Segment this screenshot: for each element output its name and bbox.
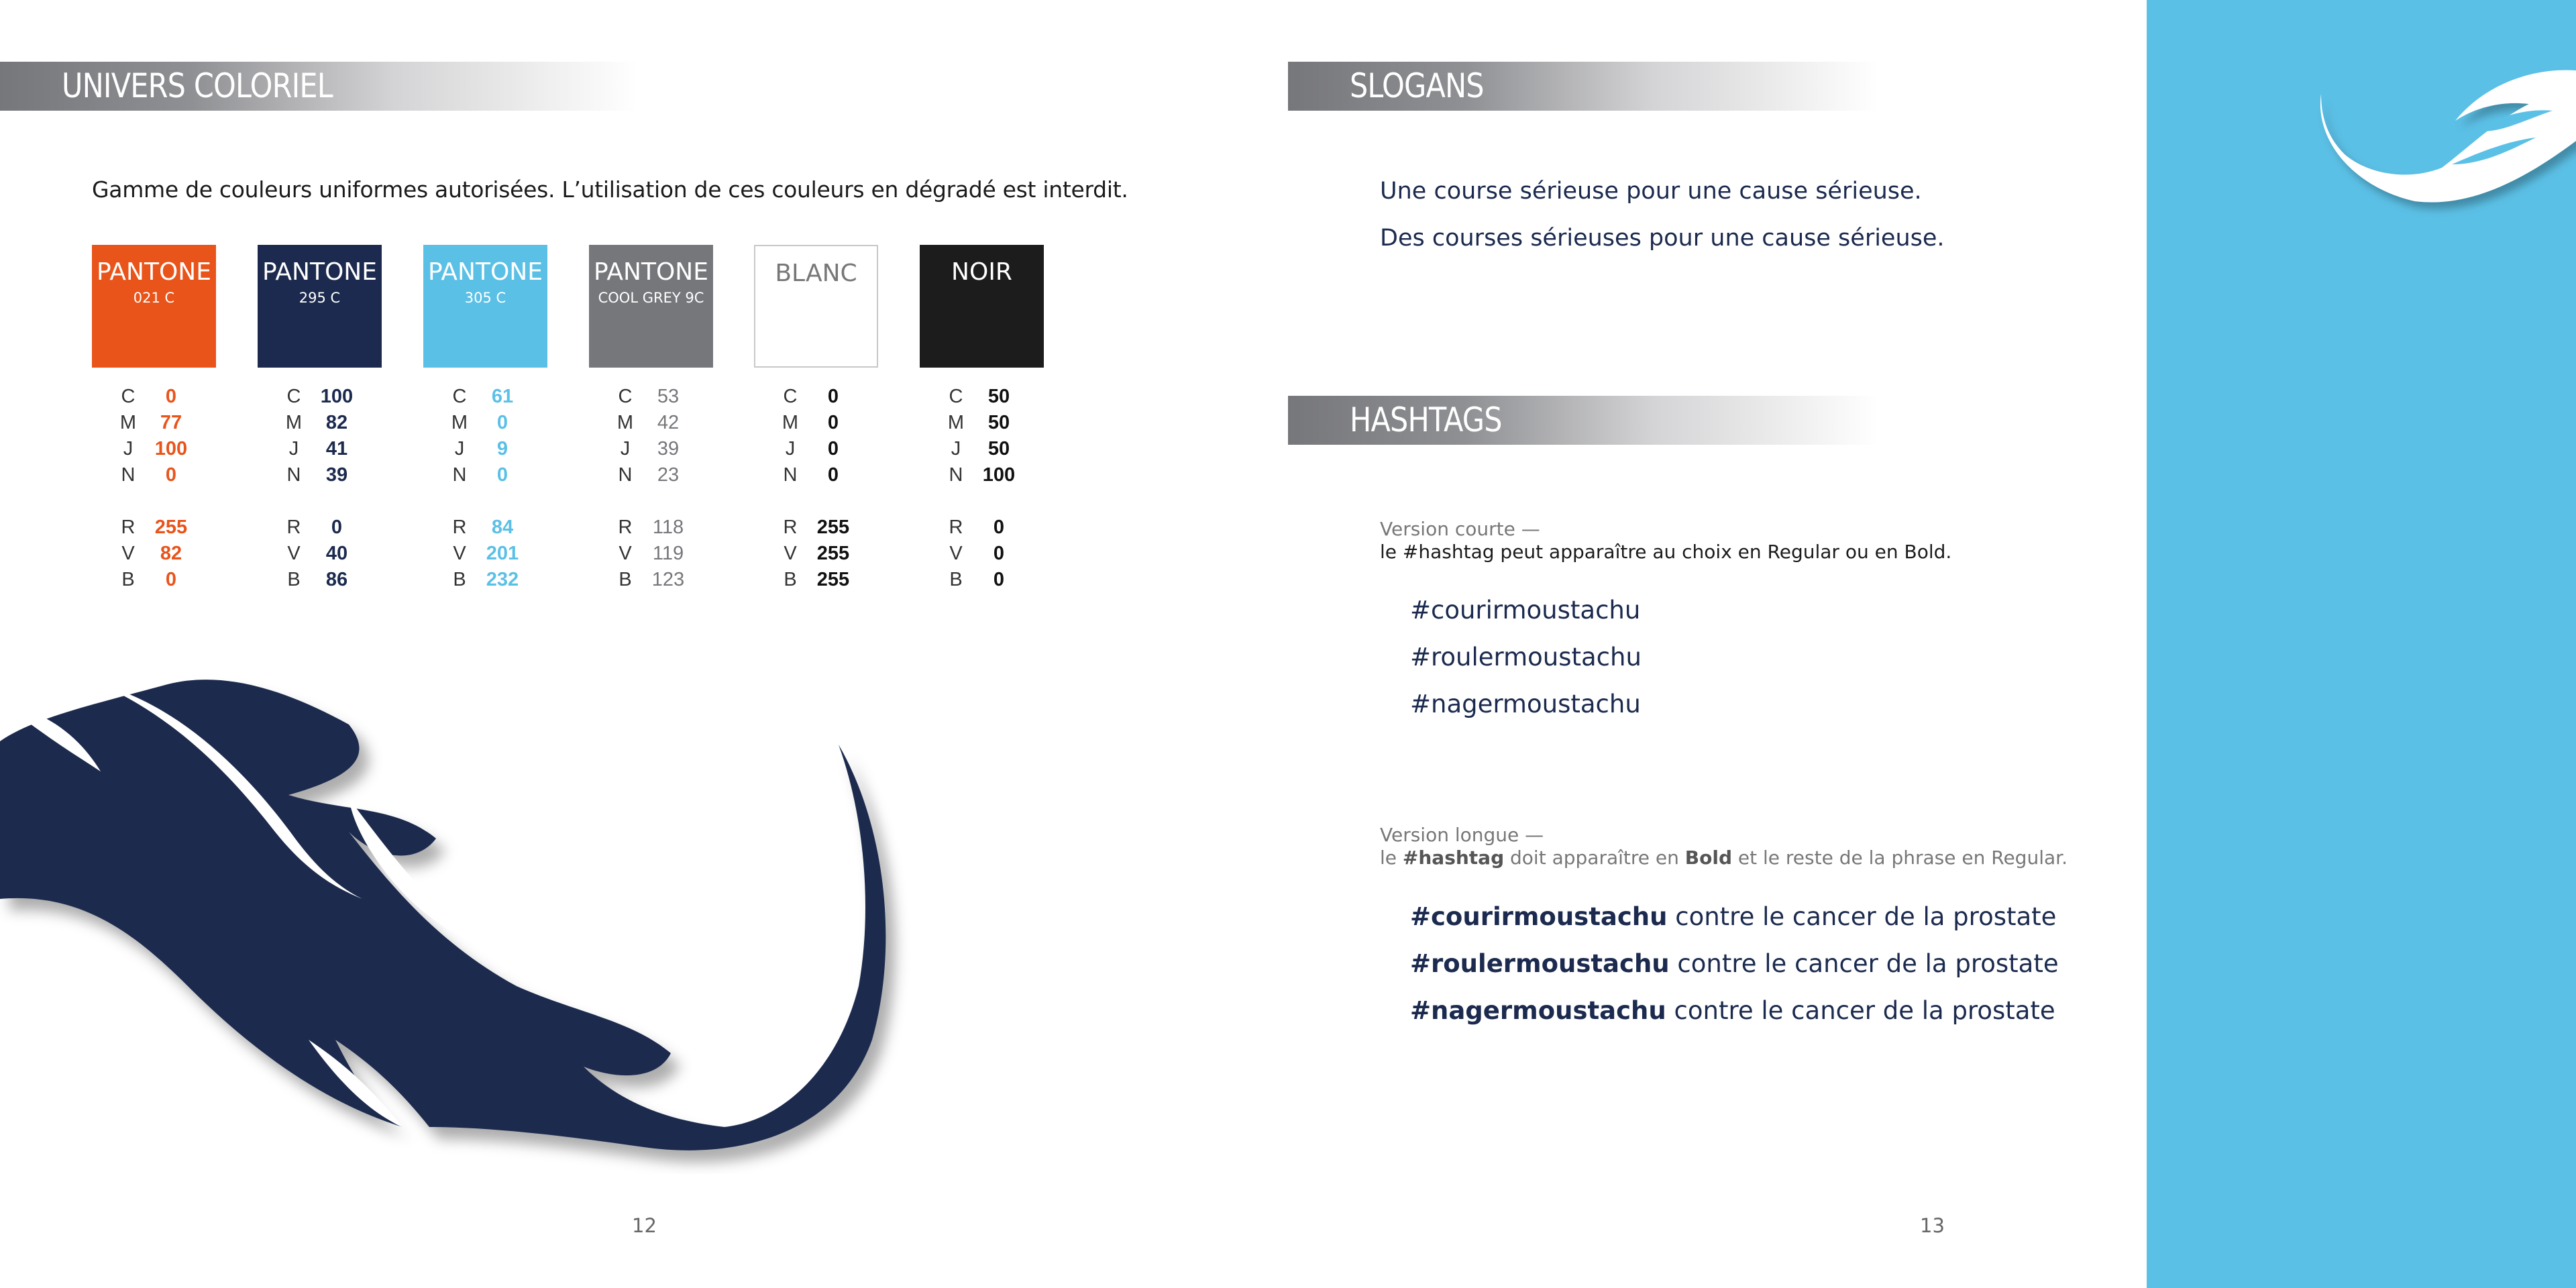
value-row (446, 410, 533, 435)
value-number: 50 (987, 386, 1010, 407)
value-row (612, 462, 699, 488)
value-key: V (949, 543, 963, 564)
value-key: R (618, 517, 633, 538)
value-row (943, 436, 1030, 462)
value-key: C (452, 386, 467, 407)
value-key: C (121, 386, 136, 407)
long-desc-prefix: le (1380, 847, 1403, 869)
value-number: 0 (827, 438, 839, 460)
long-desc-hashtag: #hashtag (1402, 847, 1505, 869)
long-desc-suffix: et le reste de la phrase en Regular. (1732, 847, 2068, 869)
value-key: M (782, 412, 799, 433)
value-key: R (949, 517, 963, 538)
long-hashtag-rest: contre le cancer de la prostate (1669, 949, 2059, 978)
color-swatch (589, 245, 713, 368)
value-row (777, 436, 864, 462)
value-row (612, 410, 699, 435)
value-row (943, 384, 1030, 409)
swatch-name: PANTONE (262, 258, 377, 286)
value-key: M (451, 412, 468, 433)
value-row (446, 384, 533, 409)
long-hashtag-rest: contre le cancer de la prostate (1666, 996, 2055, 1025)
long-hashtag-1 (1410, 902, 2056, 931)
long-hashtag-tag: #roulermoustachu (1410, 949, 1670, 978)
value-key: R (121, 517, 136, 538)
value-key: R (452, 517, 467, 538)
value-row (943, 410, 1030, 435)
value-key: B (287, 569, 301, 590)
value-number: 23 (657, 464, 680, 486)
value-key: C (949, 386, 963, 407)
value-key: V (287, 543, 301, 564)
long-version-title: Version longue — (1380, 824, 1544, 846)
value-number: 100 (320, 386, 354, 407)
value-key: M (947, 412, 965, 433)
long-hashtag-tag: #nagermoustachu (1410, 996, 1666, 1025)
value-number: 232 (486, 569, 519, 590)
swatch-name: NOIR (951, 258, 1012, 286)
value-number: 39 (325, 464, 348, 486)
short-version-description: le #hashtag peut apparaître au choix en Regular ou en Bold. (1380, 541, 1952, 563)
value-row (612, 515, 699, 540)
value-row (446, 436, 533, 462)
long-desc-bold-word: Bold (1684, 847, 1732, 869)
value-row (943, 515, 1030, 540)
value-row (612, 567, 699, 592)
value-number: 61 (491, 386, 514, 407)
value-number: 255 (154, 517, 188, 538)
value-key: N (949, 464, 963, 486)
value-row (115, 515, 202, 540)
value-number: 255 (816, 569, 850, 590)
value-key: J (288, 438, 299, 460)
long-hashtag-2 (1410, 949, 2059, 978)
value-number: 77 (160, 412, 182, 433)
value-row (943, 462, 1030, 488)
value-number: 0 (165, 464, 177, 486)
swatch-name: PANTONE (594, 258, 708, 286)
swatch-name: PANTONE (97, 258, 211, 286)
short-hashtag-2: #roulermoustachu (1410, 643, 1642, 672)
value-row (943, 541, 1030, 566)
value-number: 0 (827, 386, 839, 407)
value-number: 123 (651, 569, 685, 590)
value-number: 50 (987, 438, 1010, 460)
value-row (446, 541, 533, 566)
white-feather-shape (2320, 70, 2576, 202)
value-number: 255 (816, 543, 850, 564)
value-key: B (619, 569, 632, 590)
value-number: 0 (827, 412, 839, 433)
color-swatch (423, 245, 547, 368)
value-row (115, 384, 202, 409)
value-number: 0 (165, 386, 177, 407)
value-row (280, 410, 368, 435)
value-row (280, 515, 368, 540)
value-number: 41 (325, 438, 348, 460)
value-row (777, 462, 864, 488)
page-number-right: 13 (1920, 1214, 1945, 1237)
long-desc-middle: doit apparaître en (1504, 847, 1685, 869)
value-row (446, 462, 533, 488)
value-key: M (119, 412, 137, 433)
value-key: J (454, 438, 465, 460)
value-number: 0 (993, 543, 1005, 564)
navy-feather-graphic (0, 664, 912, 1174)
swatch-code: 021 C (133, 290, 175, 306)
value-row (280, 567, 368, 592)
value-number: 100 (154, 438, 188, 460)
value-row (280, 462, 368, 488)
value-key: V (453, 543, 466, 564)
value-row (280, 384, 368, 409)
value-number: 0 (993, 517, 1005, 538)
color-swatch (258, 245, 382, 368)
value-number: 53 (657, 386, 680, 407)
value-number: 255 (816, 517, 850, 538)
swatch-code: 305 C (464, 290, 506, 306)
value-key: N (121, 464, 136, 486)
value-key: J (785, 438, 796, 460)
value-row (115, 541, 202, 566)
swatch-name: BLANC (775, 260, 857, 287)
value-number: 82 (325, 412, 348, 433)
long-version-description (1380, 847, 2068, 869)
value-number: 82 (160, 543, 182, 564)
long-hashtag-rest: contre le cancer de la prostate (1667, 902, 2057, 931)
value-key: N (286, 464, 301, 486)
value-number: 0 (827, 464, 839, 486)
value-number: 84 (491, 517, 514, 538)
value-key: B (453, 569, 466, 590)
page-number-left: 12 (632, 1214, 657, 1237)
value-row (777, 384, 864, 409)
value-key: N (783, 464, 798, 486)
value-number: 0 (993, 569, 1005, 590)
value-key: B (121, 569, 135, 590)
value-key: V (619, 543, 632, 564)
value-key: C (286, 386, 301, 407)
value-key: C (618, 386, 633, 407)
slogan-line-1: Une course sérieuse pour une cause sérieuse. (1380, 178, 1922, 205)
value-key: R (286, 517, 301, 538)
value-key: N (618, 464, 633, 486)
value-row (612, 436, 699, 462)
value-row (446, 515, 533, 540)
value-number: 50 (987, 412, 1010, 433)
value-key: V (121, 543, 135, 564)
short-version-title: Version courte — (1380, 518, 1540, 540)
value-number: 42 (657, 412, 680, 433)
value-number: 100 (982, 464, 1016, 486)
value-row (115, 567, 202, 592)
hashtags-heading: HASHTAGS (1350, 400, 1502, 439)
long-hashtag-3 (1410, 996, 2055, 1025)
value-key: J (951, 438, 961, 460)
univers-coloriel-heading: UNIVERS COLORIEL (62, 66, 333, 105)
value-key: J (620, 438, 631, 460)
value-number: 39 (657, 438, 680, 460)
value-row (943, 567, 1030, 592)
swatch-code: COOL GREY 9C (598, 290, 704, 306)
color-swatch (92, 245, 216, 368)
value-number: 0 (496, 412, 508, 433)
value-row (446, 567, 533, 592)
value-row (777, 567, 864, 592)
long-hashtag-tag: #courirmoustachu (1410, 902, 1668, 931)
value-row (612, 384, 699, 409)
swatch-name: PANTONE (428, 258, 543, 286)
value-row (777, 410, 864, 435)
value-row (280, 436, 368, 462)
value-number: 0 (331, 517, 343, 538)
value-number: 0 (496, 464, 508, 486)
value-number: 201 (486, 543, 519, 564)
value-number: 118 (652, 517, 684, 538)
white-feather-graphic (2308, 67, 2576, 228)
value-number: 119 (652, 543, 684, 564)
value-number: 86 (325, 569, 348, 590)
slogan-line-2: Des courses sérieuses pour une cause sérieuse. (1380, 225, 1945, 252)
value-row (115, 436, 202, 462)
value-number: 0 (165, 569, 177, 590)
value-number: 40 (325, 543, 348, 564)
slogans-heading: SLOGANS (1350, 66, 1484, 105)
value-row (280, 541, 368, 566)
short-hashtag-3: #nagermoustachu (1410, 690, 1641, 718)
color-swatch (920, 245, 1044, 368)
value-key: B (784, 569, 797, 590)
value-row (115, 462, 202, 488)
short-hashtag-1: #courirmoustachu (1410, 596, 1641, 625)
value-key: M (285, 412, 303, 433)
value-key: C (783, 386, 798, 407)
value-key: V (784, 543, 797, 564)
color-swatch (754, 245, 878, 368)
swatch-code: 295 C (299, 290, 341, 306)
value-key: M (616, 412, 634, 433)
value-key: J (123, 438, 133, 460)
value-key: N (452, 464, 467, 486)
value-row (777, 515, 864, 540)
color-range-intro: Gamme de couleurs uniformes autorisées. L’utilisation de ces couleurs en dégradé est interdit. (92, 176, 1128, 203)
value-row (777, 541, 864, 566)
value-key: R (783, 517, 798, 538)
value-key: B (949, 569, 963, 590)
value-row (115, 410, 202, 435)
value-number: 9 (496, 438, 508, 460)
value-row (612, 541, 699, 566)
